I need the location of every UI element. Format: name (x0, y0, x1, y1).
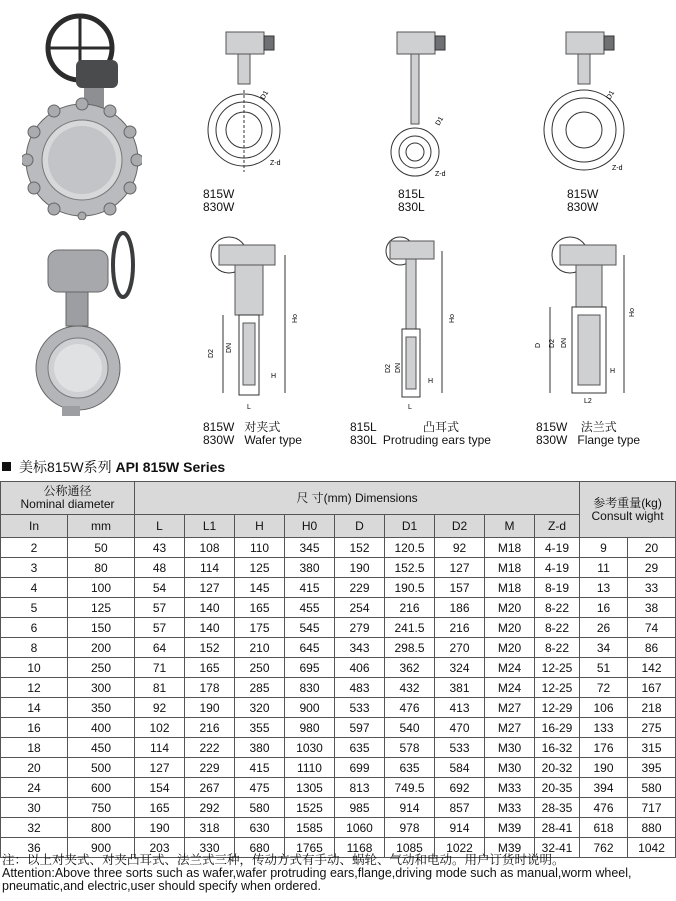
table-cell: 813 (335, 778, 385, 798)
table-cell: 380 (235, 738, 285, 758)
table-cell: 176 (580, 738, 628, 758)
table-cell: M33 (485, 798, 535, 818)
table-cell: 218 (628, 698, 676, 718)
table-cell: 203 (135, 838, 185, 858)
table-cell: 4-19 (535, 538, 580, 558)
dim-label-d2: D2 (385, 364, 392, 373)
dim-label-d1: D1 (434, 115, 446, 127)
table-cell: 8-19 (535, 578, 580, 598)
table-cell: 24 (1, 778, 68, 798)
table-cell: 6 (1, 618, 68, 638)
table-cell: 150 (68, 618, 135, 638)
table-cell: 600 (68, 778, 135, 798)
caption-top-2: 815L 830L (398, 187, 425, 214)
table-cell: 4 (1, 578, 68, 598)
table-row (1, 818, 676, 838)
table-cell: 762 (580, 838, 628, 858)
table-cell: 275 (628, 718, 676, 738)
table-cell: 406 (335, 658, 385, 678)
table-row (1, 658, 676, 678)
table-cell: 1022 (435, 838, 485, 858)
table-cell: 190 (335, 558, 385, 578)
table-cell: 292 (185, 798, 235, 818)
footnote (2, 854, 632, 893)
table-cell: 5 (1, 598, 68, 618)
table-cell: 800 (68, 818, 135, 838)
table-cell: M18 (485, 538, 535, 558)
table-cell: 345 (285, 538, 335, 558)
dim-label-d1: D1 (605, 89, 617, 101)
table-cell: 86 (628, 638, 676, 658)
table-cell: 450 (68, 738, 135, 758)
table-cell: 300 (68, 678, 135, 698)
column-header: H0 (285, 515, 335, 538)
table-cell: 114 (185, 558, 235, 578)
table-cell: M30 (485, 738, 535, 758)
table-cell: 880 (628, 818, 676, 838)
table-cell: 483 (335, 678, 385, 698)
table-cell: 11 (580, 558, 628, 578)
table-cell: 12-25 (535, 658, 580, 678)
table-cell: 285 (235, 678, 285, 698)
dim-label-l2: L2 (584, 398, 592, 405)
table-row (1, 578, 676, 598)
table-cell: 108 (185, 538, 235, 558)
column-header: H (235, 515, 285, 538)
table-cell: 29 (628, 558, 676, 578)
table-cell: 145 (235, 578, 285, 598)
table-cell: 320 (235, 698, 285, 718)
table-cell: 750 (68, 798, 135, 818)
table-cell: M20 (485, 638, 535, 658)
drawing-front-flange (540, 30, 632, 180)
table-cell: 900 (68, 838, 135, 858)
note-en-1: Attention:Above three sorts such as wafer,wafer protruding ears,flange,driving mode such as manual,worm wheel, (2, 866, 632, 880)
drawing-side-flange (530, 233, 640, 415)
series-title: 美标815W系列 API 815W Series (2, 457, 225, 477)
table-cell: 980 (285, 718, 335, 738)
table-cell: 381 (435, 678, 485, 698)
table-cell: 48 (135, 558, 185, 578)
table-cell: 330 (185, 838, 235, 858)
table-cell: 165 (135, 798, 185, 818)
caption-bottom-2: 815L 凸耳式 830L Protruding ears type (350, 420, 491, 447)
table-cell: 1525 (285, 798, 335, 818)
caption-top-3: 815W 830W (567, 187, 599, 214)
table-cell: 254 (335, 598, 385, 618)
table-row (1, 558, 676, 578)
table-cell: 470 (435, 718, 485, 738)
table-cell: 200 (68, 638, 135, 658)
column-header: D1 (385, 515, 435, 538)
table-cell: 157 (435, 578, 485, 598)
table-cell: 8-22 (535, 618, 580, 638)
table-cell: 2 (1, 538, 68, 558)
dim-label-ho: Ho (629, 308, 636, 317)
table-row (1, 798, 676, 818)
table-cell: 857 (435, 798, 485, 818)
header-nominal-diameter: 公称通径 Nominal diameter (1, 482, 135, 515)
table-cell: 267 (185, 778, 235, 798)
dim-label-h: H (610, 368, 616, 375)
table-cell: 74 (628, 618, 676, 638)
table-cell: 125 (235, 558, 285, 578)
dim-label-ho: Ho (292, 314, 299, 323)
dim-label-h: H (271, 373, 277, 380)
column-header: L (135, 515, 185, 538)
table-cell: 578 (385, 738, 435, 758)
table-cell: 57 (135, 618, 185, 638)
table-cell: 154 (135, 778, 185, 798)
table-cell: 1765 (285, 838, 335, 858)
table-cell: 362 (385, 658, 435, 678)
table-cell: 57 (135, 598, 185, 618)
table-cell: 54 (135, 578, 185, 598)
table-cell: 1110 (285, 758, 335, 778)
table-cell: 81 (135, 678, 185, 698)
table-cell: 12-29 (535, 698, 580, 718)
table-cell: 20 (628, 538, 676, 558)
caption-top-1: 815W 830W (203, 187, 235, 214)
table-cell: 175 (235, 618, 285, 638)
table-cell: 395 (628, 758, 676, 778)
column-header: M (485, 515, 535, 538)
table-cell: 16-32 (535, 738, 580, 758)
table-cell: 71 (135, 658, 185, 678)
table-cell: 152 (185, 638, 235, 658)
table-cell: 28-41 (535, 818, 580, 838)
dim-label-zd: Z-d (270, 160, 281, 167)
table-cell: 12 (1, 678, 68, 698)
table-cell: 26 (580, 618, 628, 638)
table-cell: 978 (385, 818, 435, 838)
table-cell: 110 (235, 538, 285, 558)
table-cell: 114 (135, 738, 185, 758)
table-cell: 8 (1, 638, 68, 658)
table-cell: 597 (335, 718, 385, 738)
valve-photo-wafer-handwheel (28, 230, 143, 420)
table-cell: 985 (335, 798, 385, 818)
column-header: L1 (185, 515, 235, 538)
table-cell: 1585 (285, 818, 335, 838)
table-cell: 190 (580, 758, 628, 778)
dim-label-zd: Z-d (435, 171, 446, 178)
caption-bottom-3: 815W 法兰式 830W Flange type (536, 420, 641, 447)
table-cell: 241.5 (385, 618, 435, 638)
dimension-table (0, 481, 676, 858)
dim-label-d2: D2 (208, 349, 215, 358)
table-cell: 190 (135, 818, 185, 838)
table-cell: 80 (68, 558, 135, 578)
table-cell: 3 (1, 558, 68, 578)
table-cell: M39 (485, 818, 535, 838)
table-cell: 106 (580, 698, 628, 718)
note-en-2: pneumatic,and electric,user should specify when ordered. (2, 879, 321, 893)
table-cell: 92 (435, 538, 485, 558)
table-cell: 102 (135, 718, 185, 738)
dim-label-l: L (408, 404, 412, 411)
table-cell: 72 (580, 678, 628, 698)
table-cell: M33 (485, 778, 535, 798)
table-cell: 216 (385, 598, 435, 618)
table-cell: 13 (580, 578, 628, 598)
table-cell: 455 (285, 598, 335, 618)
table-cell: 1085 (385, 838, 435, 858)
table-cell: 415 (285, 578, 335, 598)
table-cell: 432 (385, 678, 435, 698)
column-header: D (335, 515, 385, 538)
table-cell: 318 (185, 818, 235, 838)
table-cell: 64 (135, 638, 185, 658)
table-cell: 142 (628, 658, 676, 678)
table-cell: 34 (580, 638, 628, 658)
table-cell: M20 (485, 618, 535, 638)
table-cell: 216 (435, 618, 485, 638)
table-row (1, 618, 676, 638)
drawing-side-wafer (205, 233, 305, 415)
column-header: mm (68, 515, 135, 538)
table-cell: M18 (485, 578, 535, 598)
drawing-side-lug (370, 233, 470, 415)
table-cell: 380 (285, 558, 335, 578)
table-cell: 32-41 (535, 838, 580, 858)
table-cell: 178 (185, 678, 235, 698)
table-cell: 533 (335, 698, 385, 718)
table-cell: 216 (185, 718, 235, 738)
table-row (1, 638, 676, 658)
dim-label-d1: D1 (259, 89, 271, 101)
table-row (1, 598, 676, 618)
table-cell: 210 (235, 638, 285, 658)
valve-photo-lug-handwheel (22, 10, 142, 220)
table-cell: 900 (285, 698, 335, 718)
table-cell: 9 (580, 538, 628, 558)
dim-label-dn: DN (561, 337, 568, 348)
table-cell: 229 (335, 578, 385, 598)
table-row (1, 758, 676, 778)
table-row (1, 538, 676, 558)
table-cell: 127 (435, 558, 485, 578)
table-cell: 1042 (628, 838, 676, 858)
table-cell: 16-29 (535, 718, 580, 738)
table-cell: M20 (485, 598, 535, 618)
table-row (1, 778, 676, 798)
table-cell: 43 (135, 538, 185, 558)
table-cell: 12-25 (535, 678, 580, 698)
table-cell: 315 (628, 738, 676, 758)
table-cell: M30 (485, 758, 535, 778)
table-cell: 343 (335, 638, 385, 658)
table-cell: 1168 (335, 838, 385, 858)
table-cell: 133 (580, 718, 628, 738)
note-cn: 注：以上对夹式、对夹凸耳式、法兰式三种，传动方式有手动、蜗轮、气动和电动。用户订货时说明。 (2, 853, 565, 867)
table-cell: 16 (1, 718, 68, 738)
dim-label-d2: D2 (549, 339, 556, 348)
table-cell: 394 (580, 778, 628, 798)
dim-label-zd: Z-d (612, 165, 623, 172)
table-cell: 584 (435, 758, 485, 778)
table-cell: 229 (185, 758, 235, 778)
drawing-front-815w (198, 30, 290, 180)
table-cell: M27 (485, 718, 535, 738)
table-cell: 400 (68, 718, 135, 738)
table-cell: 355 (235, 718, 285, 738)
table-cell: 635 (385, 758, 435, 778)
table-row (1, 718, 676, 738)
table-cell: 28-35 (535, 798, 580, 818)
table-row (1, 738, 676, 758)
table-cell: 618 (580, 818, 628, 838)
table-cell: 92 (135, 698, 185, 718)
table-cell: 127 (135, 758, 185, 778)
table-cell: 10 (1, 658, 68, 678)
table-cell: 20-35 (535, 778, 580, 798)
table-cell: 20 (1, 758, 68, 778)
table-cell: 8-22 (535, 638, 580, 658)
table-cell: 476 (385, 698, 435, 718)
table-cell: 540 (385, 718, 435, 738)
table-cell: 475 (235, 778, 285, 798)
table-cell: 140 (185, 618, 235, 638)
table-cell: 350 (68, 698, 135, 718)
dim-label-d: D (535, 342, 542, 348)
table-cell: 533 (435, 738, 485, 758)
table-cell: 630 (235, 818, 285, 838)
table-cell: 32 (1, 818, 68, 838)
table-cell: 36 (1, 838, 68, 858)
table-cell: 914 (435, 818, 485, 838)
table-cell: 1030 (285, 738, 335, 758)
column-header: In (1, 515, 68, 538)
table-cell: 38 (628, 598, 676, 618)
table-cell: 476 (580, 798, 628, 818)
table-cell: 125 (68, 598, 135, 618)
table-cell: 33 (628, 578, 676, 598)
table-cell: 635 (335, 738, 385, 758)
table-cell: 580 (235, 798, 285, 818)
table-cell: M18 (485, 558, 535, 578)
table-cell: 749.5 (385, 778, 435, 798)
table-cell: M27 (485, 698, 535, 718)
table-cell: 167 (628, 678, 676, 698)
table-cell: 127 (185, 578, 235, 598)
table-cell: M24 (485, 678, 535, 698)
table-cell: 1305 (285, 778, 335, 798)
table-cell: 50 (68, 538, 135, 558)
table-cell: M39 (485, 838, 535, 858)
table-cell: 8-22 (535, 598, 580, 618)
bullet-square-icon (2, 462, 11, 471)
table-row (1, 678, 676, 698)
table-cell: 140 (185, 598, 235, 618)
table-cell: 914 (385, 798, 435, 818)
drawing-front-815l (375, 30, 467, 180)
table-cell: 190 (185, 698, 235, 718)
column-header: D2 (435, 515, 485, 538)
table-cell: 500 (68, 758, 135, 778)
table-cell: 100 (68, 578, 135, 598)
table-cell: 14 (1, 698, 68, 718)
table-cell: 190.5 (385, 578, 435, 598)
table-cell: 645 (285, 638, 335, 658)
table-cell: 250 (235, 658, 285, 678)
table-cell: 165 (185, 658, 235, 678)
table-cell: 695 (285, 658, 335, 678)
table-cell: M24 (485, 658, 535, 678)
table-cell: 680 (235, 838, 285, 858)
table-cell: 152 (335, 538, 385, 558)
table-cell: 545 (285, 618, 335, 638)
header-weight: 参考重量(kg) Consult wight (580, 482, 676, 538)
dim-label-h: H (428, 378, 434, 385)
table-cell: 270 (435, 638, 485, 658)
dim-label-ho: Ho (449, 314, 456, 323)
table-cell: 20-32 (535, 758, 580, 778)
table-cell: 165 (235, 598, 285, 618)
table-cell: 51 (580, 658, 628, 678)
table-cell: 830 (285, 678, 335, 698)
table-cell: 30 (1, 798, 68, 818)
table-cell: 4-19 (535, 558, 580, 578)
table-cell: 152.5 (385, 558, 435, 578)
table-cell: 250 (68, 658, 135, 678)
table-cell: 324 (435, 658, 485, 678)
table-cell: 222 (185, 738, 235, 758)
table-cell: 692 (435, 778, 485, 798)
table-row (1, 698, 676, 718)
dim-label-dn: DN (226, 342, 233, 353)
table-cell: 120.5 (385, 538, 435, 558)
table-cell: 16 (580, 598, 628, 618)
table-cell: 580 (628, 778, 676, 798)
table-cell: 298.5 (385, 638, 435, 658)
dim-label-l: L (247, 404, 251, 411)
table-cell: 415 (235, 758, 285, 778)
table-cell: 699 (335, 758, 385, 778)
table-cell: 717 (628, 798, 676, 818)
table-cell: 1060 (335, 818, 385, 838)
caption-bottom-1: 815W 对夹式 830W Wafer type (203, 420, 302, 447)
table-cell: 18 (1, 738, 68, 758)
table-cell: 186 (435, 598, 485, 618)
header-dimensions: 尺 寸(mm) Dimensions (135, 482, 580, 515)
column-header: Z-d (535, 515, 580, 538)
dim-label-dn: DN (395, 362, 402, 373)
table-cell: 413 (435, 698, 485, 718)
table-cell: 279 (335, 618, 385, 638)
